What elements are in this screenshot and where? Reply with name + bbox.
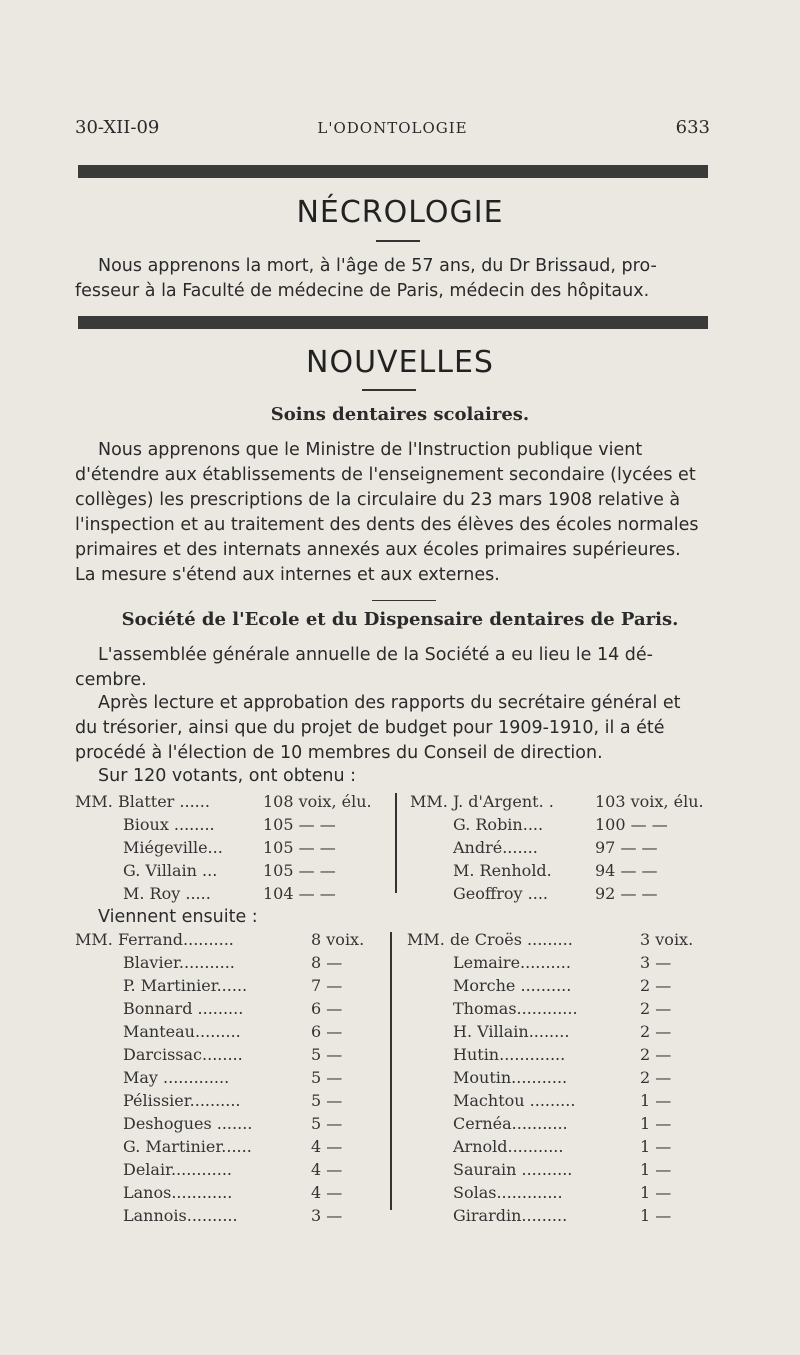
others-right-name: Machtou ......... <box>453 1091 576 1110</box>
others-left-votes: 5 — <box>311 1068 343 1087</box>
others-right-name: Cernéa........... <box>453 1114 568 1133</box>
others-left-name: Darcissac........ <box>123 1045 243 1064</box>
elected-right-name: G. Robin.... <box>453 815 544 834</box>
others-right-name: Lemaire.......... <box>453 953 571 972</box>
elected-right-name: André....... <box>453 838 538 857</box>
ornamental-rule <box>78 316 708 329</box>
header-journal: L'ODONTOLOGIE <box>317 119 468 137</box>
others-left-name: Bonnard ......... <box>123 999 244 1018</box>
others-right-name: Morche .......... <box>453 976 572 995</box>
elected-left-name: Miégeville... <box>123 838 223 857</box>
others-right-name: Arnold........... <box>453 1137 564 1156</box>
others-right-votes: 2 — <box>640 1045 672 1064</box>
elected-left-name: MM. Blatter ...... <box>75 792 210 811</box>
others-left-name: Lanos............ <box>123 1183 233 1202</box>
others-left-name: Deshogues ....... <box>123 1114 253 1133</box>
necrologie-line-1: Nous apprenons la mort, à l'âge de 57 ans, du Dr Brissaud, pro- <box>98 256 657 276</box>
others-left-name: MM. Ferrand.......... <box>75 930 234 949</box>
others-left-name: Manteau......... <box>123 1022 241 1041</box>
ornamental-rule <box>78 165 708 178</box>
soins-line: La mesure s'étend aux internes et aux externes. <box>75 565 500 585</box>
header-page-number: 633 <box>675 117 710 138</box>
others-right-votes: 1 — <box>640 1114 672 1133</box>
others-left-name: Pélissier.......... <box>123 1091 241 1110</box>
others-right-votes: 1 — <box>640 1206 672 1225</box>
elected-left-votes: 108 voix, élu. <box>263 792 372 811</box>
others-right-name: MM. de Croës ......... <box>407 930 573 949</box>
others-left-name: Delair............ <box>123 1160 232 1179</box>
column-divider <box>395 793 397 893</box>
elected-right-votes: 97 — — <box>595 838 658 857</box>
societe-line: Après lecture et approbation des rapports du secrétaire général et <box>98 693 681 713</box>
others-left-votes: 7 — <box>311 976 343 995</box>
header-date: 30-XII-09 <box>75 117 160 138</box>
elected-right-votes: 92 — — <box>595 884 658 903</box>
elected-right-votes: 100 — — <box>595 815 668 834</box>
societe-line: L'assemblée générale annuelle de la Société a eu lieu le 14 dé- <box>98 645 653 665</box>
others-left-name: Lannois.......... <box>123 1206 238 1225</box>
others-right-votes: 2 — <box>640 1068 672 1087</box>
nouvelles-title: NOUVELLES <box>306 345 494 380</box>
others-left-votes: 8 — <box>311 953 343 972</box>
soins-line: d'étendre aux établissements de l'enseignement secondaire (lycées et <box>75 465 696 485</box>
elected-left-name: G. Villain ... <box>123 861 218 880</box>
elected-right-name: M. Renhold. <box>453 861 552 880</box>
elected-right-name: MM. J. d'Argent. . <box>410 792 554 811</box>
others-left-votes: 5 — <box>311 1114 343 1133</box>
others-right-votes: 2 — <box>640 999 672 1018</box>
title-underline <box>376 240 420 242</box>
others-right-votes: 1 — <box>640 1137 672 1156</box>
column-divider <box>390 932 392 1210</box>
others-right-name: Hutin............. <box>453 1045 566 1064</box>
soins-line: l'inspection et au traitement des dents des élèves des écoles normales <box>75 515 699 535</box>
others-right-name: H. Villain........ <box>453 1022 570 1041</box>
others-right-name: Solas............. <box>453 1183 563 1202</box>
societe-line: Sur 120 votants, ont obtenu : <box>98 766 357 786</box>
others-left-name: G. Martinier...... <box>123 1137 252 1156</box>
elected-left-votes: 105 — — <box>263 815 336 834</box>
others-right-votes: 2 — <box>640 1022 672 1041</box>
others-right-votes: 3 — <box>640 953 672 972</box>
others-left-votes: 6 — <box>311 999 343 1018</box>
others-right-name: Moutin........... <box>453 1068 568 1087</box>
others-left-name: P. Martinier...... <box>123 976 248 995</box>
societe-heading: Société de l'Ecole et du Dispensaire dentaires de Paris. <box>121 609 679 630</box>
soins-line: Nous apprenons que le Ministre de l'Instruction publique vient <box>98 440 643 460</box>
others-right-votes: 1 — <box>640 1183 672 1202</box>
elected-left-name: M. Roy ..... <box>123 884 211 903</box>
others-left-name: May ............. <box>123 1068 230 1087</box>
soins-heading: Soins dentaires scolaires. <box>270 404 530 425</box>
soins-line: primaires et des internats annexés aux écoles primaires supérieures. <box>75 540 681 560</box>
others-right-votes: 1 — <box>640 1160 672 1179</box>
societe-line: procédé à l'élection de 10 membres du Conseil de direction. <box>75 743 603 763</box>
others-right-votes: 2 — <box>640 976 672 995</box>
others-left-votes: 5 — <box>311 1091 343 1110</box>
societe-line: du trésorier, ainsi que du projet de budget pour 1909-1910, il a été <box>75 718 665 738</box>
elected-left-name: Bioux ........ <box>123 815 215 834</box>
necrologie-title: NÉCROLOGIE <box>296 195 504 230</box>
separator-rule <box>372 600 436 601</box>
others-left-votes: 8 voix. <box>311 930 365 949</box>
others-right-votes: 3 voix. <box>640 930 694 949</box>
others-left-votes: 3 — <box>311 1206 343 1225</box>
title-underline <box>362 389 416 391</box>
societe-line: cembre. <box>75 670 147 690</box>
elected-left-votes: 105 — — <box>263 838 336 857</box>
elected-right-name: Geoffroy .... <box>453 884 548 903</box>
others-left-votes: 5 — <box>311 1045 343 1064</box>
elected-right-votes: 103 voix, élu. <box>595 792 704 811</box>
others-right-name: Saurain .......... <box>453 1160 573 1179</box>
elected-left-votes: 105 — — <box>263 861 336 880</box>
others-right-votes: 1 — <box>640 1091 672 1110</box>
elected-right-votes: 94 — — <box>595 861 658 880</box>
others-left-name: Blavier........... <box>123 953 235 972</box>
others-left-votes: 4 — <box>311 1137 343 1156</box>
ensuite-label: Viennent ensuite : <box>98 907 258 927</box>
soins-line: collèges) les prescriptions de la circulaire du 23 mars 1908 relative à <box>75 490 681 510</box>
elected-left-votes: 104 — — <box>263 884 336 903</box>
others-right-name: Girardin......... <box>453 1206 568 1225</box>
others-right-name: Thomas............ <box>453 999 578 1018</box>
running-header <box>75 117 710 141</box>
necrologie-line-2: fesseur à la Faculté de médecine de Paris, médecin des hôpitaux. <box>75 281 650 301</box>
others-left-votes: 4 — <box>311 1183 343 1202</box>
others-left-votes: 4 — <box>311 1160 343 1179</box>
others-left-votes: 6 — <box>311 1022 343 1041</box>
